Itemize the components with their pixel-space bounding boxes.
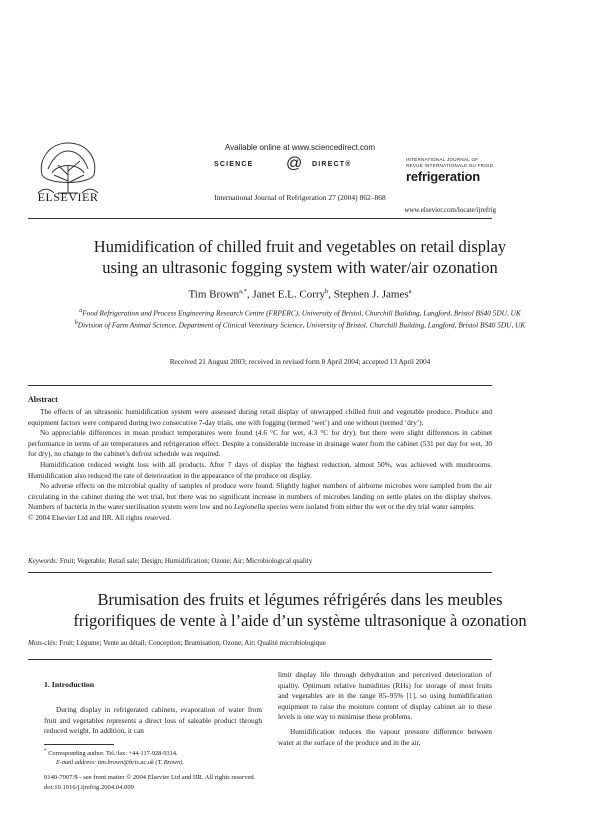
doi-line: doi:10.1016/j.ijrefrig.2004.04.009 <box>44 783 134 791</box>
journal-logo-small: REVUE INTERNATIONALE DU FROID <box>406 163 494 168</box>
journal-logo-word: refrigeration <box>406 169 480 184</box>
affiliation-b: $^b$Division of Farm Animal Science, Department of Clinical Veterinary Science, University of Bristol, Churchill Building, Langford, Bristol BS40 5DU, UK <box>74 320 526 330</box>
keywords-text: Fruit; Vegetable; Retail sale; Design; Humidification; Ozone; Air; Microbiological quality <box>59 557 313 565</box>
affiliations <box>60 306 540 331</box>
header-divider <box>28 218 492 219</box>
french-title <box>40 589 560 631</box>
sciencedirect-left: SCIENCE <box>214 161 254 168</box>
mots-cles <box>28 639 492 647</box>
title-line: Humidification of chilled fruit and vegetables on retail display <box>93 237 507 256</box>
copyright: © 2004 Elsevier Ltd and IIR. All rights reserved. <box>28 512 171 522</box>
keywords-label: Keywords: <box>28 557 59 565</box>
author-sup: b <box>325 288 329 295</box>
footnote-email: E-mail address: tim.brown@bris.ac.uk (T. Brown). <box>56 759 184 767</box>
abstract-body <box>28 407 492 524</box>
body-divider <box>28 659 492 660</box>
author-sup: a,* <box>239 288 247 295</box>
author-name: Stephen J. James <box>333 288 409 301</box>
article-title <box>40 236 560 278</box>
keywords-divider <box>28 572 492 573</box>
sciencedirect-logo <box>212 157 392 173</box>
affiliation-a: $^a$Food Refrigeration and Process Engineering Research Centre (FRPERC), University of Bristol, Churchill Building, Langford, Bristol BS40 5DU, UK <box>79 308 521 318</box>
abstract-paragraph: Humidification reduced weight loss with all products. After 7 days of display the highest reduction, almost 50%, was achieved with mushrooms. Humidification also reduced the rate of deterioration in the appearance of the produce on display. <box>28 459 492 480</box>
footnote <box>44 747 262 767</box>
journal-logo <box>406 157 496 184</box>
title-line: using an ultrasonic fogging system with water/air ozonation <box>102 258 498 277</box>
journal-citation: International Journal of Refrigeration 27 (2004) 862–868 <box>214 193 386 202</box>
issn-doi <box>44 773 484 792</box>
reference-link[interactable]: [1] <box>406 691 415 701</box>
title-line: frigorifiques de vente à l’aide d’un système ultrasonique à ozonation <box>73 611 527 630</box>
title-line: Brumisation des fruits et légumes réfrigérés dans les meubles <box>97 590 503 609</box>
author-list: Tim Brown$^{a,*}$, Janet E.L. Corry$^b$, Stephen J. James$^a$ <box>188 288 412 301</box>
footnote-divider <box>44 744 114 745</box>
column-1-text: During display in refrigerated cabinets, evaporation of water from fruit and vegetables represents a direct loss of saleable product through reduced weight. In addition, it can <box>44 705 262 736</box>
footnote-line: * Corresponding author. Tel./fax: +44-117-928-9314. <box>44 748 178 758</box>
sciencedirect-at-icon: @ <box>286 155 303 172</box>
abstract-paragraph: No appreciable differences in mean product temperatures were found (4.6 °C for wet, 4.3 °C for dry), but there were slight differences in cabinet performance in terms of air temperatures and refrigeration effect. Despite a considerable increase in drainage water from the cabinet (531 per day for wet, 30 for dry), no change to the cabinet’s defrost schedule was required. <box>28 428 492 459</box>
author-sup: a <box>408 288 412 295</box>
sciencedirect-right: DIRECT® <box>312 161 352 168</box>
author-name: Janet E.L. Corry <box>252 288 326 301</box>
abstract-paragraph: The effects of an ultrasonic humidification system were assessed during retail display of unwrapped chilled fruit and vegetable produce. Produce and equipment factors were compared during two consecutive 7-day trials, one with fogging (termed ‘wet’) and one without (termed ‘dry’). <box>28 407 492 427</box>
mots-cles-label: Mots-clés: <box>28 639 58 647</box>
abstract-heading: Abstract <box>28 395 58 404</box>
section-heading: 1. Introduction <box>44 680 95 689</box>
paragraph: Humidification reduces the vapour pressure difference between water at the surface of the produce and in the air, <box>278 726 492 747</box>
keywords <box>28 557 492 565</box>
journal-url-link[interactable]: www.elsevier.com/locate/ijrefrig <box>404 206 496 214</box>
abstract-paragraph: No adverse effects on the microbial quality of samples of produce were found. Slightly higher numbers of airborne microbes were sampled from the air circulating in the cabinet during the wet trial, but there was no significant increase in numbers of microbes landing on settle plates on the display shelves. Numbers of bacteria in the water sterilisation system were low and no Legionella species were isolated from either the wet or the dry trial water samples. <box>28 481 492 512</box>
paragraph: limit display life through dehydration and perceived deterioration of quality. Optimum relative humidities (RHs) for storage of most fruits and vegetables are in the range 85–95% [1], so using humidification equipment to raise the moisture content of display cabinet air to these levels is one way to minimise these problems. <box>278 670 492 722</box>
journal-logo-line1: INTERNATIONAL JOURNAL OF <box>406 157 479 162</box>
available-online-text: Available online at www.sciencedirect.com <box>224 143 376 152</box>
publisher-name: ELSEVIER <box>37 190 99 204</box>
issn-line: 0140-7007/$ - see front matter © 2004 Elsevier Ltd and IIR. All rights reserved. <box>44 774 256 781</box>
abstract-divider <box>28 385 492 386</box>
received-dates: Received 21 August 2003; received in revised form 8 April 2004; accepted 13 April 2004 <box>169 357 431 366</box>
column-2-text <box>278 670 492 748</box>
author-name: Tim Brown <box>188 288 240 301</box>
mots-cles-text: Fruit; Légume; Vente au détail; Conception; Brumisation; Ozone; Air; Qualité microbiologique <box>59 639 326 647</box>
